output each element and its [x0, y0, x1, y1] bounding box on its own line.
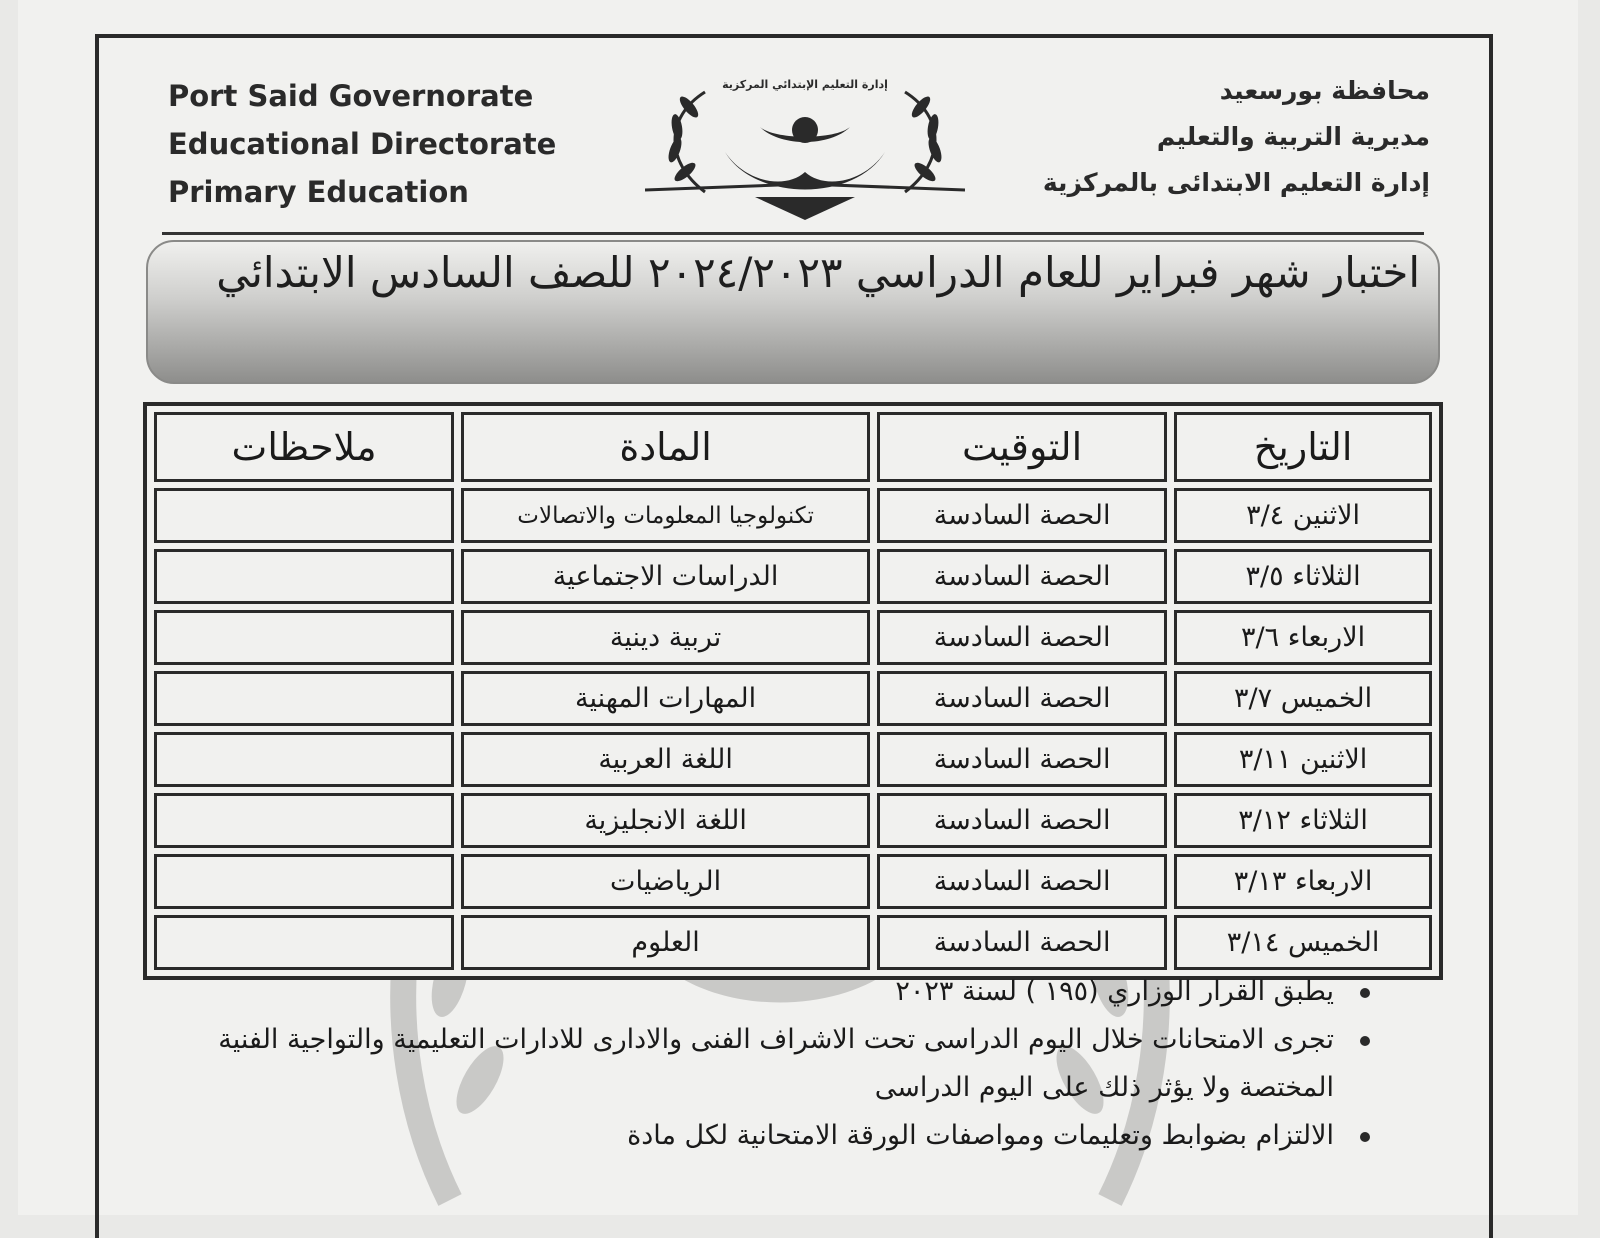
cell-subject: تربية دينية: [461, 610, 870, 665]
cell-notes: [154, 549, 454, 604]
exam-title: اختبار شهر فبراير للعام الدراسي ٢٠٢٤/٢٠٢٣ للصف السادس الابتدائي: [216, 248, 1420, 297]
exam-schedule-table: [143, 402, 1443, 980]
table-row: [154, 549, 1432, 604]
directorate-logo: [645, 72, 965, 232]
table-row: [154, 854, 1432, 909]
cell-subject: الدراسات الاجتماعية: [461, 549, 870, 604]
cell-notes: [154, 610, 454, 665]
cell-subject: اللغة العربية: [461, 732, 870, 787]
cell-time: الحصة السادسة: [877, 549, 1167, 604]
cell-subject: تكنولوجيا المعلومات والاتصالات: [461, 488, 870, 543]
cell-date: الاثنين ٣/٤: [1174, 488, 1432, 543]
directorate-ar: مديرية التربية والتعليم: [1156, 122, 1430, 151]
cell-subject: الرياضيات: [461, 854, 870, 909]
table-row: [154, 610, 1432, 665]
table-header-row: [154, 412, 1432, 482]
cell-date: الخميس ٣/١٤: [1174, 915, 1432, 970]
cell-time: الحصة السادسة: [877, 732, 1167, 787]
exam-rules-list: [140, 968, 1370, 1160]
table-row: [154, 671, 1432, 726]
header-subject: المادة: [461, 412, 870, 482]
cell-notes: [154, 671, 454, 726]
cell-notes: [154, 732, 454, 787]
rule-item: الالتزام بضوابط وتعليمات ومواصفات الورقة الامتحانية لكل مادة: [140, 1112, 1370, 1160]
department-en: Primary Education: [168, 175, 469, 209]
table-row: [154, 732, 1432, 787]
cell-time: الحصة السادسة: [877, 793, 1167, 848]
cell-subject: العلوم: [461, 915, 870, 970]
cell-time: الحصة السادسة: [877, 854, 1167, 909]
header-time: التوقيت: [877, 412, 1167, 482]
table-row: [154, 793, 1432, 848]
directorate-en: Educational Directorate: [168, 127, 557, 161]
cell-notes: [154, 793, 454, 848]
cell-date: الثلاثاء ٣/٥: [1174, 549, 1432, 604]
governorate-en: Port Said Governorate: [168, 79, 534, 113]
cell-subject: اللغة الانجليزية: [461, 793, 870, 848]
cell-time: الحصة السادسة: [877, 671, 1167, 726]
cell-time: الحصة السادسة: [877, 915, 1167, 970]
table-row: [154, 915, 1432, 970]
cell-date: الثلاثاء ٣/١٢: [1174, 793, 1432, 848]
header-date: التاريخ: [1174, 412, 1432, 482]
cell-notes: [154, 854, 454, 909]
logo-caption: إدارة التعليم الإبتدائي المركزية: [722, 78, 888, 91]
table-row: [154, 488, 1432, 543]
cell-date: الاربعاء ٣/١٣: [1174, 854, 1432, 909]
governorate-ar: محافظة بورسعيد: [1219, 76, 1430, 105]
title-banner: [146, 240, 1440, 384]
cell-notes: [154, 488, 454, 543]
header-divider: [162, 232, 1424, 235]
cell-date: الخميس ٣/٧: [1174, 671, 1432, 726]
cell-notes: [154, 915, 454, 970]
rule-item: تجرى الامتحانات خلال اليوم الدراسى تحت الاشراف الفنى والادارى للادارات التعليمية والتواجية الفنية المختصة ولا يؤثر ذلك على اليوم الدراسى: [140, 1016, 1370, 1112]
rule-item: يطبق القرار الوزاري (١٩٥ ) لسنة ٢٠٢٣: [140, 968, 1370, 1016]
cell-time: الحصة السادسة: [877, 610, 1167, 665]
english-header: [168, 72, 556, 216]
department-ar: إدارة التعليم الابتدائى بالمركزية: [1042, 168, 1430, 197]
cell-subject: المهارات المهنية: [461, 671, 870, 726]
cell-date: الاربعاء ٣/٦: [1174, 610, 1432, 665]
cell-date: الاثنين ٣/١١: [1174, 732, 1432, 787]
header-notes: ملاحظات: [154, 412, 454, 482]
cell-time: الحصة السادسة: [877, 488, 1167, 543]
arabic-header: [1043, 68, 1430, 206]
